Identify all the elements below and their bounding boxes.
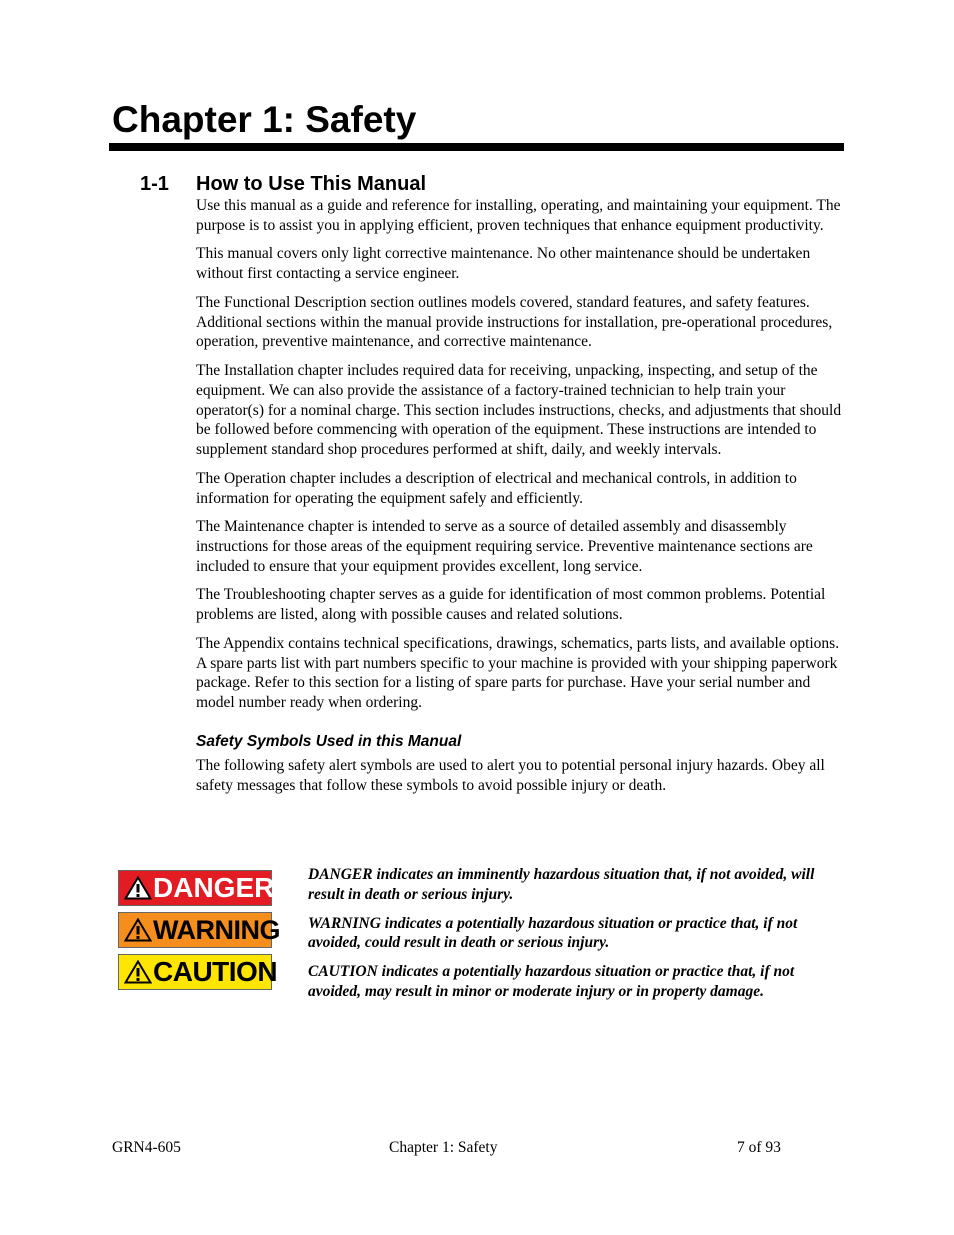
paragraph: The Operation chapter includes a description of electrical and mechanical controls, in addition to information for operating the equipment safely and efficiently. xyxy=(196,469,797,507)
footer-chapter: Chapter 1: Safety xyxy=(389,1139,498,1156)
section-body xyxy=(196,196,846,804)
warning-signal-label xyxy=(118,912,280,948)
footer-doc-id: GRN4-605 xyxy=(112,1139,181,1156)
paragraph: The Functional Description section outlines models covered, standard features, and safety features. Additional sections within the manual provide instructions for installation, pre-operational procedures, operation, preventive maintenance, and corrective maintenance. xyxy=(196,293,833,351)
warning-definition: WARNING indicates a potentially hazardous situation or practice that, if not avoided, could result in death or serious injury. xyxy=(308,914,798,952)
section-title: How to Use This Manual xyxy=(196,173,427,195)
caution-definition: CAUTION indicates a potentially hazardous situation or practice that, if not avoided, may result in minor or moderate injury or in property damage. xyxy=(308,963,795,1000)
signal-definitions xyxy=(308,865,848,1011)
caution-word: CAUTION xyxy=(153,956,278,987)
paragraph: The Appendix contains technical specifications, drawings, schematics, parts lists, and available options. A spare parts list with part numbers specific to your machine is provided with your shipping paperwork package. Refer to this section for a listing of spare parts for purchase. Have your serial number and model number ready when ordering. xyxy=(196,634,840,712)
danger-word: DANGER xyxy=(153,872,275,903)
paragraph: The Installation chapter includes required data for receiving, unpacking, inspecting, and setup of the equipment. We can also provide the assistance of a factory-trained technician to help train your operator(s) for a nominal charge. This section includes instructions, checks, and adjustments that should be followed before commencing with operation of the equipment. These instructions are intended to supplement standard shop procedures performed at shift, daily, and weekly intervals. xyxy=(196,361,842,459)
paragraph: The Maintenance chapter is intended to serve as a source of detailed assembly and disassembly instructions for those areas of the equipment requiring service. Preventive maintenance sections are included to ensure that your equipment provides excellent, long service. xyxy=(196,518,813,575)
signal-word-labels xyxy=(118,870,278,996)
section-number: 1-1 xyxy=(140,173,169,195)
warning-triangle-icon xyxy=(124,960,152,984)
danger-signal-label xyxy=(118,870,275,906)
title-rule xyxy=(109,143,844,151)
caution-signal-label xyxy=(118,954,278,990)
paragraph: The Troubleshooting chapter serves as a guide for identification of most common problems. Potential problems are listed, along with possible causes and related solutions. xyxy=(196,586,826,624)
chapter-title: Chapter 1: Safety xyxy=(112,99,417,140)
footer-page-number: 7 of 93 xyxy=(737,1139,781,1156)
warning-word: WARNING xyxy=(153,915,280,945)
safety-symbols-heading: Safety Symbols Used in this Manual xyxy=(196,732,462,750)
safety-symbols-intro: The following safety alert symbols are used to alert you to potential personal injury hazards. Obey all safety messages that follow these symbols to avoid possible injury or death. xyxy=(196,756,825,794)
danger-definition: DANGER indicates an imminently hazardous situation that, if not avoided, will result in death or serious injury. xyxy=(308,866,815,903)
warning-triangle-icon xyxy=(124,918,152,942)
section-heading xyxy=(140,171,426,197)
paragraph: This manual covers only light corrective maintenance. No other maintenance should be undertaken without first contacting a service engineer. xyxy=(196,245,811,283)
paragraph: Use this manual as a guide and reference for installing, operating, and maintaining your equipment. The purpose is to assist you in applying efficient, proven techniques that enhance equipment productivity. xyxy=(196,197,841,234)
warning-triangle-icon xyxy=(124,876,152,900)
